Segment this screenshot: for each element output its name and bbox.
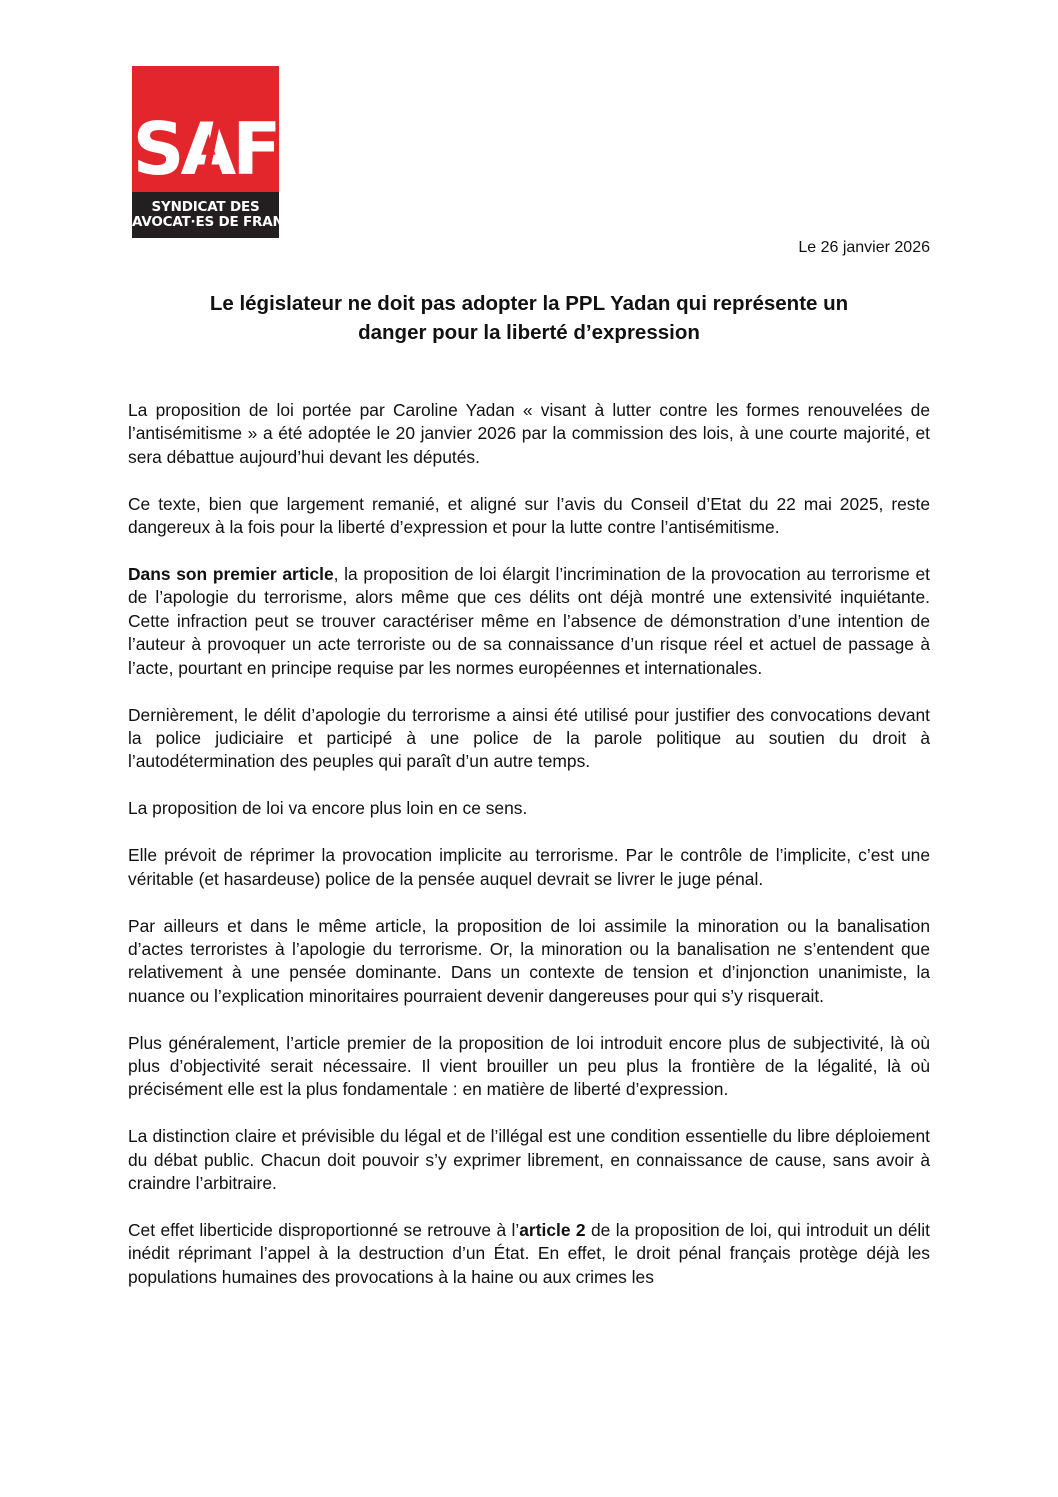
document-body (128, 399, 930, 1313)
paragraph-8: Plus généralement, l’article premier de la proposition de loi introduit encore plus de subjectivité, là où plus d’objectivité serait nécessaire. Il vient brouiller un peu plus la frontière de la légalité, là où précisément elle est la plus fondamentale : en matière de liberté d’expression. (128, 1032, 930, 1100)
paragraph-3 (128, 563, 930, 680)
logo-line-1: SYNDICAT DES (151, 199, 260, 215)
title-line-1: Le législateur ne doit pas adopter la PPL Yadan qui représente un (209, 292, 849, 315)
paragraph-10-bold: article 2 (519, 1220, 586, 1241)
title-line-2: danger pour la liberté d’expression (358, 321, 700, 344)
paragraph-10-text-a: Cet effet liberticide disproportionné se retrouve à l’ (128, 1220, 520, 1241)
paragraph-5: La proposition de loi va encore plus loin en ce sens. (128, 798, 528, 819)
document-title (128, 289, 930, 347)
paragraph-6: Elle prévoit de réprimer la provocation implicite au terrorisme. Par le contrôle de l’implicite, c’est une véritable (et hasardeuse) police de la pensée auquel devrait se livrer le juge pénal. (128, 845, 930, 889)
paragraph-10-text-b: de la proposition de loi, qui introduit un délit inédit réprimant l’appel à la destruction d’un État. En effet, le droit pénal français protège déjà les populations humaines des provocations à la haine ou aux crimes les (128, 1220, 930, 1287)
document-date: Le 26 janvier 2026 (798, 239, 930, 256)
logo-line-2: AVOCAT·ES DE FRANCE (132, 214, 303, 230)
paragraph-9: La distinction claire et prévisible du légal et de l’illégal est une condition essentielle du libre déploiement du débat public. Chacun doit pouvoir s’y exprimer librement, en connaissance de cause, sans avoir à craindre l’arbitraire. (128, 1126, 930, 1194)
paragraph-2: Ce texte, bien que largement remanié, et aligné sur l’avis du Conseil d’Etat du 22 mai 2025, reste dangereux à la fois pour la liberté d’expression et pour la lutte contre l’antisémitisme. (128, 493, 930, 538)
paragraph-3-text: , la proposition de loi élargit l’incrimination de la provocation au terrorisme et de l’apologie du terrorisme, alors même que ces délits ont déjà montré une extensivité inquiétante. Cette infraction peut se trouver caractériser même en l’absence de démonstration d’une intention de l’auteur à provoquer un acte terroriste ou de sa connaissance d’un risque réel et actuel de passage à l’acte, pourtant en principe requise par les normes européennes et internationales. (128, 564, 930, 678)
saf-logo (132, 66, 303, 238)
saf-logo-band (132, 192, 303, 238)
paragraph-1: La proposition de loi portée par Caroline Yadan « visant à lutter contre les formes renouvelées de l’antisémitisme » a été adoptée le 20 janvier 2026 par la commission des lois, à une courte majorité, et sera débattue aujourd’hui devant les députés. (128, 400, 930, 467)
saf-logo-mark (132, 66, 279, 192)
paragraph-10 (128, 1219, 930, 1289)
paragraph-7: Par ailleurs et dans le même article, la proposition de loi assimile la minoration ou la banalisation d’actes terroristes à l’apologie du terrorisme. Or, la minoration ou la banalisation ne s’entendent que relativement à une pensée dominante. Dans un contexte de tension et d’injonction unanimiste, la nuance ou l’explication minoritaires pourraient devenir dangereuses pour qui s’y risquerait. (128, 915, 930, 1006)
paragraph-4: Dernièrement, le délit d’apologie du terrorisme a ainsi été utilisé pour justifier des convocations devant la police judiciaire et participé à une police de la parole politique au soutien du droit à l’autodétermination des peuples qui paraît d’un autre temps. (128, 704, 930, 772)
paragraph-3-bold: Dans son premier article (128, 564, 334, 585)
saf-logo-letters: SAF (132, 107, 278, 191)
